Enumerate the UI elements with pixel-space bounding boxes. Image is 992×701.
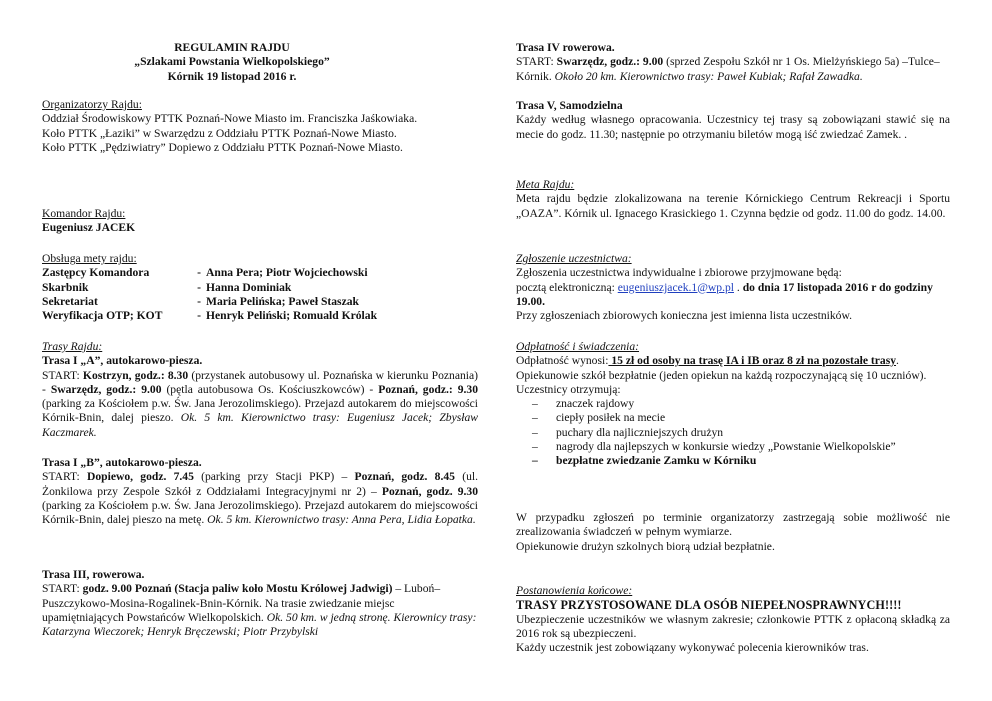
route-text: (przystanek autobusowy ul. Poznańska w kierunku Poznania) - [42,368,478,396]
route-4-title: Trasa IV rowerowa. [516,41,615,54]
registration-section [516,252,950,323]
staff-dash: - [197,294,201,308]
route-text: (parking przy Stacji PKP) – [193,470,355,484]
commander-heading: Komandor Rajdu: [42,207,126,220]
staff-dash: - [197,266,201,280]
route-1b-section [42,456,478,527]
list-item: – znaczek rajdowy [532,397,950,411]
document-place-date: Kórnik 19 listopad 2016 r. [167,69,297,83]
registration-heading: Zgłoszenie uczestnictwa: [516,252,632,265]
document-title: REGULAMIN RAJDU [174,41,290,54]
start-point: Dopiewo, godz. 7.45 [86,470,194,484]
final-section [516,584,950,655]
start-point: Kostrzyn, godz.: 8.30 [82,368,189,382]
late-registration-note: W przypadku zgłoszeń po terminie organizatorzy zastrzegają sobie możliwość nie zrealizowania świadczeń w pełnym wymiarze. [516,511,950,539]
staff-names: Anna Pera; Piotr Wojciechowski [206,266,368,280]
fees-amount [516,354,950,368]
commander-section [42,207,478,236]
start-label: START: [42,582,83,596]
route-text: (ul. Żonkilowa przy Zespole Szkół z Oddziałami Integracyjnymi nr 2) – [42,470,478,498]
route-5-description: Każdy według własnego opracowania. Uczestnicy tej trasy są zobowiązani stawić się na mecie do godz. 11.30; następnie po otrzymaniu biletów mogą iść zwiedzać Zamek. . [516,113,950,141]
staff-names: Henryk Peliński; Romuald Królak [206,309,378,323]
routes-section [42,340,478,440]
staff-role: Weryfikacja OTP; KOT [42,309,163,323]
route-leaders: Ok. 5 km. Kierownictwo trasy: Anna Pera, Lidia Łopatka. [207,513,476,527]
list-item: – bezpłatne zwiedzanie Zamku w Kórniku [532,454,950,468]
organizer-line: Koło PTTK „Pędziwiatry” Dopiewo z Oddziału PTTK Poznań-Nowe Miasto. [42,140,403,154]
commander-name: Eugeniusz JACEK [42,221,136,235]
finish-staff-section [42,252,478,323]
staff-row [42,309,377,323]
list-item: – puchary dla najliczniejszych drużyn [532,426,950,440]
registration-deadline [516,281,950,310]
route-1a-title: Trasa I „A”, autokarowo-piesza. [42,354,203,368]
start-label: START: [42,470,87,484]
document-header [42,41,422,84]
staff-dash: - [197,309,201,323]
start-point: Poznań, godz.: 9.30 [378,382,478,396]
fees-benefits-heading: Uczestnicy otrzymują: [516,382,621,396]
registration-note: Przy zgłoszeniach zbiorowych konieczna jest imienna lista uczestników. [516,309,852,323]
route-text: (pętla autobusowa Os. Kościuszkowców) - [161,382,379,396]
benefits-list [516,397,950,468]
late-registration-section [516,511,950,554]
organizers-section [42,98,478,155]
start-point: Swarzędz, godz.: 9.00 [50,382,162,396]
fees-section [516,340,950,469]
registration-line: Zgłoszenia uczestnictwa indywidualne i zbiorowe przyjmowane będą: [516,266,842,280]
fees-text: Odpłatność wynosi: [516,354,609,368]
registration-text: . [734,280,743,294]
start-label: START: [42,368,83,382]
route-5-section [516,99,950,142]
staff-names: Maria Pelińska; Paweł Staszak [206,294,359,308]
organizer-line: Koło PTTK „Łaziki” w Swarzędzu z Oddziału PTTK Poznań-Nowe Miasto. [42,126,397,140]
route-text: (parking za Kościołem p.w. Św. Jana Jerozolimskiego). Przejazd autokarem do miejscowości Kórnik-Bnin, dalej pieszo. [42,397,478,425]
organizer-line: Oddział Środowiskowy PTTK Poznań-Nowe Miasto im. Franciszka Jaśkowiaka. [42,112,418,126]
organizers-heading: Organizatorzy Rajdu: [42,98,142,111]
obedience-note: Każdy uczestnik jest zobowiązany wykonywać polecenia kierowników tras. [516,641,869,655]
staff-role: Skarbnik [42,280,89,294]
finish-staff-table [42,266,377,323]
route-5-title: Trasa V, Samodzielna [516,99,623,112]
start-point: Poznań, godz. 9.30 [381,484,478,498]
route-1b-title: Trasa I „B”, autokarowo-piesza. [42,456,202,469]
route-1a-description [42,369,478,440]
staff-role: Sekretariat [42,294,98,308]
finish-heading: Meta Rajdu: [516,178,575,191]
registration-deadline-date: do dnia 17 listopada 2016 r do godziny 19.00. [516,280,933,308]
fees-guardians: Opiekunowie szkół bezpłatnie (jeden opiekun na każdą rozpoczynającą się 10 uczniów). [516,368,927,382]
finish-section [516,178,950,221]
staff-row [42,295,377,309]
route-3-title: Trasa III, rowerowa. [42,568,145,581]
route-text: – Luboń–Puszczykowo-Mosina-Rogalinek-Bnin-Kórnik. Na trasie zwiedzanie miejsc upamiętniających Powstańców Wielkopolskich. [42,582,441,624]
route-leaders: Ok. 50 km. w jedną stronę. Kierownicy trasy: Katarzyna Wieczorek; Henryk Bręczewski; Piotr Przybylski [42,610,477,639]
route-4-description [516,55,950,84]
finish-description: Meta rajdu będzie zlokalizowana na terenie Kórnickiego Centrum Rekreacji i Sportu „OAZA”. Kórnik ul. Ignacego Krasickiego 1. Czynna będzie od godz. 11.00 do godz. 14.00. [516,192,950,220]
staff-row [42,281,377,295]
route-3-description [42,582,478,639]
insurance-note: Ubezpieczenie uczestników we własnym zakresie; członkowie PTTK z opłaconą składką za 2016 rok są ubezpieczeni. [516,612,950,640]
staff-names: Hanna Dominiak [206,280,292,294]
route-3-section [42,568,478,639]
guardians-note: Opiekunowie drużyn szkolnych biorą udział bezpłatnie. [516,539,775,553]
staff-row [42,266,377,280]
start-point: Poznań, godz. 8.45 [354,470,455,484]
finish-staff-heading: Obsługa mety rajdu: [42,252,137,265]
start-label: START: [516,55,557,69]
routes-heading: Trasy Rajdu: [42,340,103,353]
list-item: – nagrody dla najlepszych w konkursie wiedzy „Powstanie Wielkopolskie” [532,440,950,454]
staff-role: Zastępcy Komandora [42,266,150,280]
route-leaders: Około 20 km. Kierownictwo trasy: Paweł Kubiak; Rafał Zawadka. [554,69,863,83]
start-point: godz. 9.00 Poznań (Stacja paliw koło Mostu Królowej Jadwigi) [82,582,393,596]
start-point: Swarzędz, godz.: 9.00 [556,55,664,69]
route-4-section [516,41,950,84]
route-text: (sprzed Zespołu Szkół nr 1 Os. Mielżyńskiego 5a) –Tulce–Kórnik. [516,55,940,83]
staff-dash: - [197,280,201,294]
final-heading: Postanowienia końcowe: [516,584,633,597]
email-link[interactable]: eugeniuszjacek.1@wp.pl [617,280,734,294]
registration-text: pocztą elektroniczną: [516,280,618,294]
route-text: (parking za Kościołem p.w. Św. Jana Jerozolimskiego). Przejazd autokarem do miejscowości Kórnik-Bnin, dalej pieszo na metę. [42,498,478,527]
accessibility-notice: TRASY PRZYSTOSOWANE DLA OSÓB NIEPEŁNOSPRAWNYCH!!!! [516,598,902,613]
document-subtitle: „Szlakami Powstania Wielkopolskiego” [134,55,330,69]
list-item: – ciepły posiłek na mecie [532,411,950,425]
fees-text: . [896,354,899,368]
route-leaders: Ok. 5 km. Kierownictwo trasy: Eugeniusz Jacek; Zbysław Kaczmarek. [42,411,478,439]
fees-heading: Odpłatność i świadczenia: [516,340,640,353]
route-1b-description [42,470,478,527]
fees-price: 15 zł od osoby na trasę IA i IB oraz 8 zł na pozostałe trasy [608,354,897,368]
